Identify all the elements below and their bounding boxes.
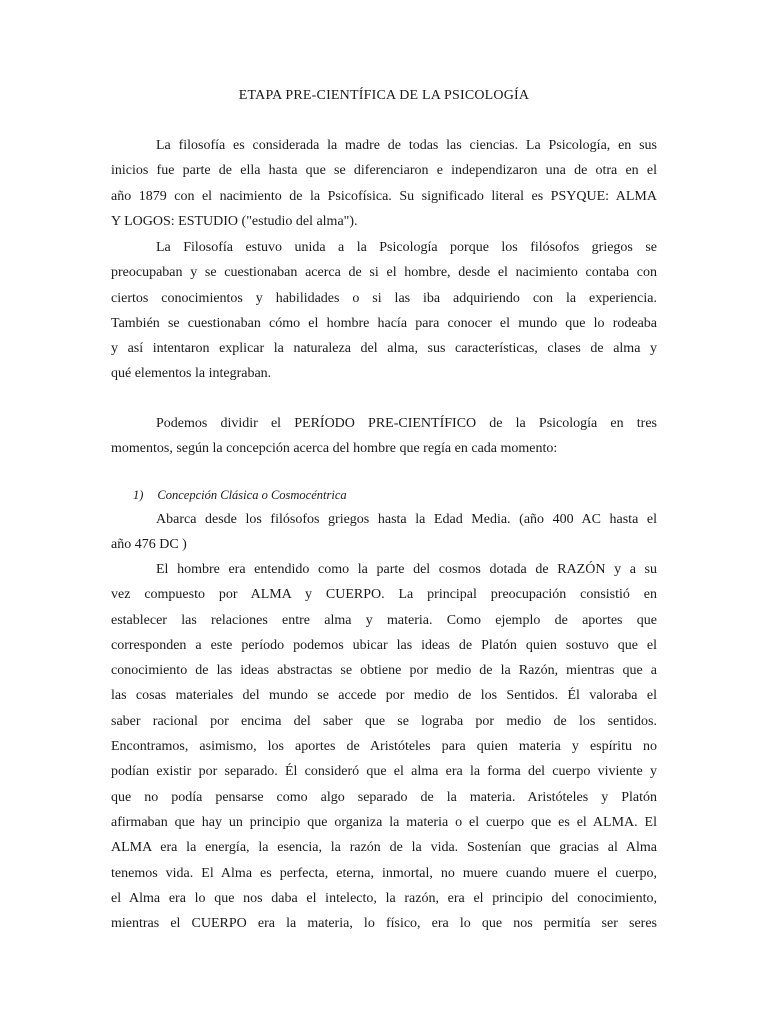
paragraph-line: La filosofía es considerada la madre de todas las ciencias. La Psicología, en sus [156, 138, 657, 153]
paragraph-line: ALMA era la energía, la esencia, la razón de la vida. Sostenían que gracias al Alma [111, 840, 657, 856]
paragraph-philosophy [111, 235, 657, 387]
paragraph-line: afirmaban que hay un principio que organiza la materia o el cuerpo que es el ALMA. El [111, 814, 657, 830]
paragraph-line: las cosas materiales del mundo se accede por medio de los Sentidos. Él valoraba el [111, 688, 657, 704]
paragraph-line: establecer las relaciones entre alma y materia. Como ejemplo de aportes que [111, 612, 657, 628]
paragraph-line: año 1879 con el nacimiento de la Psicofísica. Su significado literal es PSYQUE: ALMA [111, 188, 657, 204]
paragraph-line: mientras el CUERPO era la materia, lo físico, era lo que nos permitía ser seres [111, 916, 657, 932]
paragraph-classic-conception [111, 557, 657, 936]
section-title: Concepción Clásica o Cosmocéntrica [157, 488, 347, 502]
paragraph-line: preocupaban y se cuestionaban acerca de si el hombre, desde el nacimiento contaba con [111, 265, 657, 281]
paragraph-line: Y LOGOS: ESTUDIO ("estudio del alma"). [111, 213, 358, 229]
section-heading [133, 488, 347, 503]
paragraph-line: año 476 DC ) [111, 537, 187, 553]
paragraph-line: saber racional por encima del saber que se lograba por medio de los sentidos. [111, 713, 657, 729]
paragraph-line: La Filosofía estuvo unida a la Psicología porque los filósofos griegos se [156, 240, 657, 255]
paragraph-line: que no podía pensarse como algo separado de la materia. Aristóteles y Platón [111, 789, 657, 805]
paragraph-line: inicios fue parte de ella hasta que se diferenciaron e independizaron una de otra en el [111, 163, 657, 179]
paragraph-line: tenemos vida. El Alma es perfecta, eterna, inmortal, no muere cuando muere el cuerpo, [111, 865, 657, 881]
paragraph-line: qué elementos la integraban. [111, 366, 272, 382]
paragraph-line: el Alma era lo que nos daba el intelecto, la razón, era el principio del conocimiento, [111, 890, 657, 906]
paragraph-line: También se cuestionaban cómo el hombre hacía para conocer el mundo que lo rodeaba [111, 315, 657, 331]
paragraph-line: Encontramos, asimismo, los aportes de Aristóteles para quien materia y espíritu no [111, 739, 657, 755]
paragraph-intro [111, 133, 657, 234]
paragraph-periods [111, 411, 657, 462]
paragraph-line: podían existir por separado. Él consideró que el alma era la forma del cuerpo viviente y [111, 764, 657, 780]
paragraph-line: Podemos dividir el PERÍODO PRE-CIENTÍFICO de la Psicología en tres [156, 416, 657, 431]
page-title: ETAPA PRE-CIENTÍFICA DE LA PSICOLOGÍA [238, 88, 530, 103]
paragraph-span [111, 507, 657, 558]
paragraph-line: ciertos conocimientos y habilidades o si las iba adquiriendo con la experiencia. [111, 290, 657, 306]
paragraph-line: El hombre era entendido como la parte del cosmos dotada de RAZÓN y a su [156, 562, 657, 577]
paragraph-line: conocimiento de las ideas abstractas se obtiene por medio de la Razón, mientras que a [111, 663, 657, 679]
paragraph-line: y así intentaron explicar la naturaleza del alma, sus características, clases de alma y [111, 341, 657, 357]
paragraph-line: momentos, según la concepción acerca del hombre que regía en cada momento: [111, 441, 558, 457]
paragraph-line: vez compuesto por ALMA y CUERPO. La principal preocupación consistió en [111, 587, 657, 603]
paragraph-line: Abarca desde los filósofos griegos hasta la Edad Media. (año 400 AC hasta el [156, 512, 657, 527]
paragraph-line: corresponden a este período podemos ubicar las ideas de Platón quien sostuvo que el [111, 637, 657, 653]
section-number: 1) [133, 488, 144, 502]
